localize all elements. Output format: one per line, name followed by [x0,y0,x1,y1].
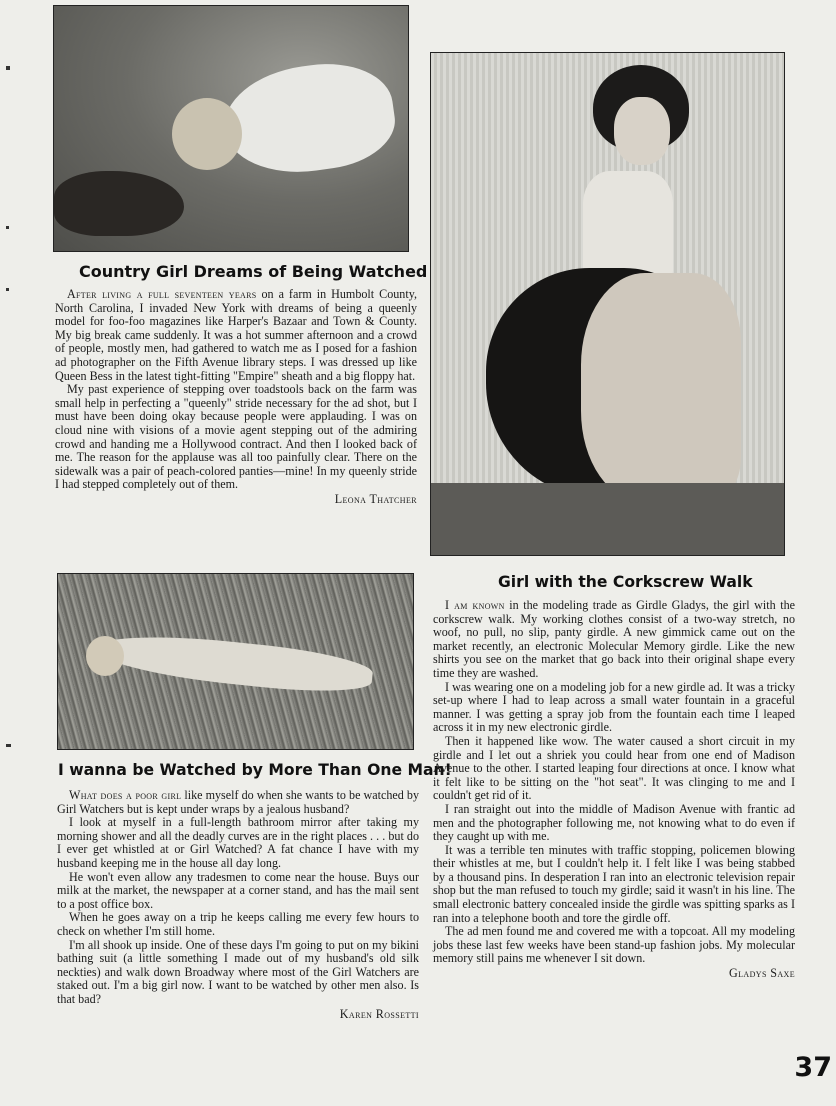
story2-paragraph: When he goes away on a trip he keeps calling me every few hours to check on whether I'm still home. [57,910,419,938]
story3-signature: Gladys Saxe [729,966,795,981]
story1-lead: After living a full seventeen years [67,287,257,301]
photo-figure-reclining [92,627,375,698]
story3-paragraph: The ad men found me and covered me with a topcoat. All my modeling jobs these last few weeks have been stand-up fashion jobs. My molecular memory still pains me whenever I sit down. [433,924,795,966]
photo-figure-face [614,97,670,165]
story3-headline: Girl with the Corkscrew Walk [498,573,753,591]
story1-signature: Leona Thatcher [334,491,417,506]
story2-paragraph: I'm all shook up inside. One of these days I'm going to put on my bikini bathing suit (a little something I made out of my husband's old silk neckties) and walk down Broadway where most of the Girl Watchers are staked out. I'm a big girl now. I want to be watched by other men also. Is that bad? [57,937,419,1006]
story1-paragraph: My past experience of stepping over toadstools back on the farm was small help in perfecting a "queenly" stride necessary for the ad shot, but I must have been doing okay because people were applauding. I was on cloud nine with visions of a movie agent stepping out of the admiring crowd and handing me a Hollywood contract. And then I looked back of me. The reason for the applause was all too painfully clear. There on the sidewalk was a pair of peach-colored panties—mine! In my queenly stride I had stepped completely out of them. [55,382,417,492]
photo-figure-torso [583,171,673,281]
binding-mark [6,226,9,229]
photo-figure-head [172,98,242,170]
binding-mark [6,744,11,747]
story3-paragraph: Then it happened like wow. The water caused a short circuit in my girdle and I let out a shriek you could hear from one end of Madison Avenue to the other. I started leaping four directions at once. I know what it felt like to be sitting on the "hot seat". It was clinging to me and I couldn't get rid of it. [433,733,795,803]
story2-paragraph: I look at myself in a full-length bathroom mirror after taking my morning shower and all the deadly curves are in the right places . . . but do I ever get whistled at or Girl Watched? A fat chance I have with my husband keeping me in the house all day long. [57,815,419,870]
page-number: 37 [794,1052,832,1083]
story2-paragraph: He won't even allow any tradesmen to come near the house. Buys our milk at the market, the newspaper at a corner stand, and has the mail sent to a post office box. [57,869,419,911]
binding-mark [6,288,9,291]
story2-body [57,789,419,1021]
photo-figure-legs [581,273,741,503]
photo-girl-in-tall-grass [57,573,414,750]
story3-paragraph: It was a terrible ten minutes with traffic stopping, policemen blowing their whistles at me, but I couldn't help it. I felt like I was being stabbed by a thousand pins. In desperation I ran into an electronic television repair shop but the man refused to touch my girdle; said it wasn't in his line. The small electronic battery concealed inside the girdle was spitting sparks as I ran into a telephone booth and tore the girdle off. [433,842,795,925]
story2-paragraph: What does a poor girl like myself do when she wants to be watched by Girl Watchers but is kept under wraps by a jealous husband? [57,788,419,816]
story1-headline: Country Girl Dreams of Being Watched [79,262,428,281]
story3-lead: I am known [445,598,505,612]
story3-paragraph: I was wearing one on a modeling job for a new girdle ad. It was a tricky set-up where I had to leap across a small water fountain in a graceful manner. I was getting a spray job from the fountain each time I leaped across it in my new electronic girdle. [433,679,795,735]
story3-paragraph: I ran straight out into the middle of Madison Avenue with frantic ad men and the photographer following me, not knowing what to do even if they caught up with me. [433,801,795,844]
story2-lead: What does a poor girl [69,788,182,802]
photo-seated-woman [430,52,785,556]
story3-paragraph: I am known in the modeling trade as Girdle Gladys, the girl with the corkscrew walk. My working clothes consist of a two-way stretch, no woof, no pull, no slip, panty girdle. A new gimmick came out on the market recently, an electronic Molecular Memory girdle. Like the new shirts you see on the market that go back into their original shape every time they are washed. [433,598,795,680]
photo-figure-dress [218,55,401,183]
binding-mark [6,66,10,70]
story2-headline: I wanna be Watched by More Than One Man! [58,761,452,779]
photo-dog [54,171,184,236]
photo-ground [431,483,784,555]
story3-body [433,599,795,980]
story1-body [55,288,417,506]
photo-figure-head [86,636,124,676]
story1-paragraph: After living a full seventeen years on a farm in Humbolt County, North Carolina, I invaded New York with dreams of being a queenly model for foo-foo magazines like Harper's Bazaar and Town & County. My big break came suddenly. It was a hot summer afternoon and a crowd of people, mostly men, had gathered to watch me as I posed for a fashion ad photographer on the Fifth Avenue library steps. I was dressed up like Queen Bess in the latest tight-fitting "Empire" sheath and a big floppy hat. [55,287,417,383]
story2-signature: Karen Rossetti [339,1006,419,1021]
photo-girl-on-grass [53,5,409,252]
